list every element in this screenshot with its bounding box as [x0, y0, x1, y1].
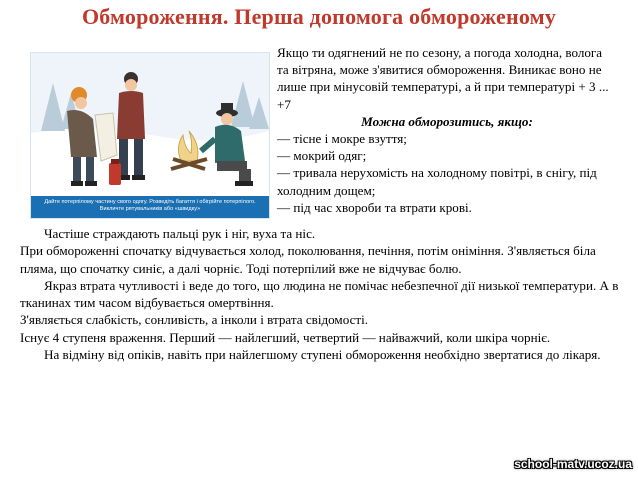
condition-item: — під час хвороби та втрати крові. — [277, 199, 472, 215]
winter-scene-image — [31, 53, 269, 196]
page-title: Обмороження. Перша допомога обмороженому — [81, 4, 557, 29]
body-paragraph: При обмороженні спочатку відчувається холод, поколювання, печіння, потім оніміння. З'являється біла пляма, що спочатку синіє, а далі чорніє. Тоді потерпілий вже не відчуває болю. — [20, 243, 596, 276]
body-paragraph: На відміну від опіків, навіть при найлегшому ступені обмороження необхідно звертатися до лікаря. — [44, 347, 601, 363]
condition-item: — тісне і мокре взуття; — [277, 131, 407, 147]
intro-column — [277, 44, 617, 216]
site-watermark: school-matv.ucoz.ua — [514, 457, 632, 471]
condition-item: — мокрий одяг; — [277, 148, 367, 164]
body-paragraph: Існує 4 ступеня враження. Перший — найлегший, четвертий — найважчий, коли шкіра чорніє. — [20, 329, 551, 345]
condition-item: — тривала нерухомість на холодному повітрі, в снігу, під холодним дощем; — [277, 165, 597, 198]
conditions-heading: Можна обморозитись, якщо: — [361, 113, 533, 129]
body-paragraph: З'являється слабкість, сонливість, а інколи і втрата свідомості. — [20, 312, 369, 328]
body-paragraph: Якраз втрата чутливості і веде до того, що людина не помічає небезпечної дії низької температури. А в тканинах тим часом відбувається омертвіння. — [20, 277, 619, 311]
intro-paragraph: Якщо ти одягнений не по сезону, а погода холодна, волога та вітряна, може з'явитися обмороження. Виникає воно не лише при мінусовій температурі, а й при температурі + 3 ... +7 — [277, 45, 609, 112]
main-text — [20, 225, 625, 363]
body-paragraph: Частіше страждають пальці рук і ніг, вуха та ніс. — [44, 226, 316, 241]
illustration-caption: Дайте потерпілому частину свого одягу. Розведіть багаття і обігрійте потерпілого. Викличте рятувальників або «швидку» — [31, 196, 269, 218]
first-aid-illustration — [30, 52, 270, 219]
